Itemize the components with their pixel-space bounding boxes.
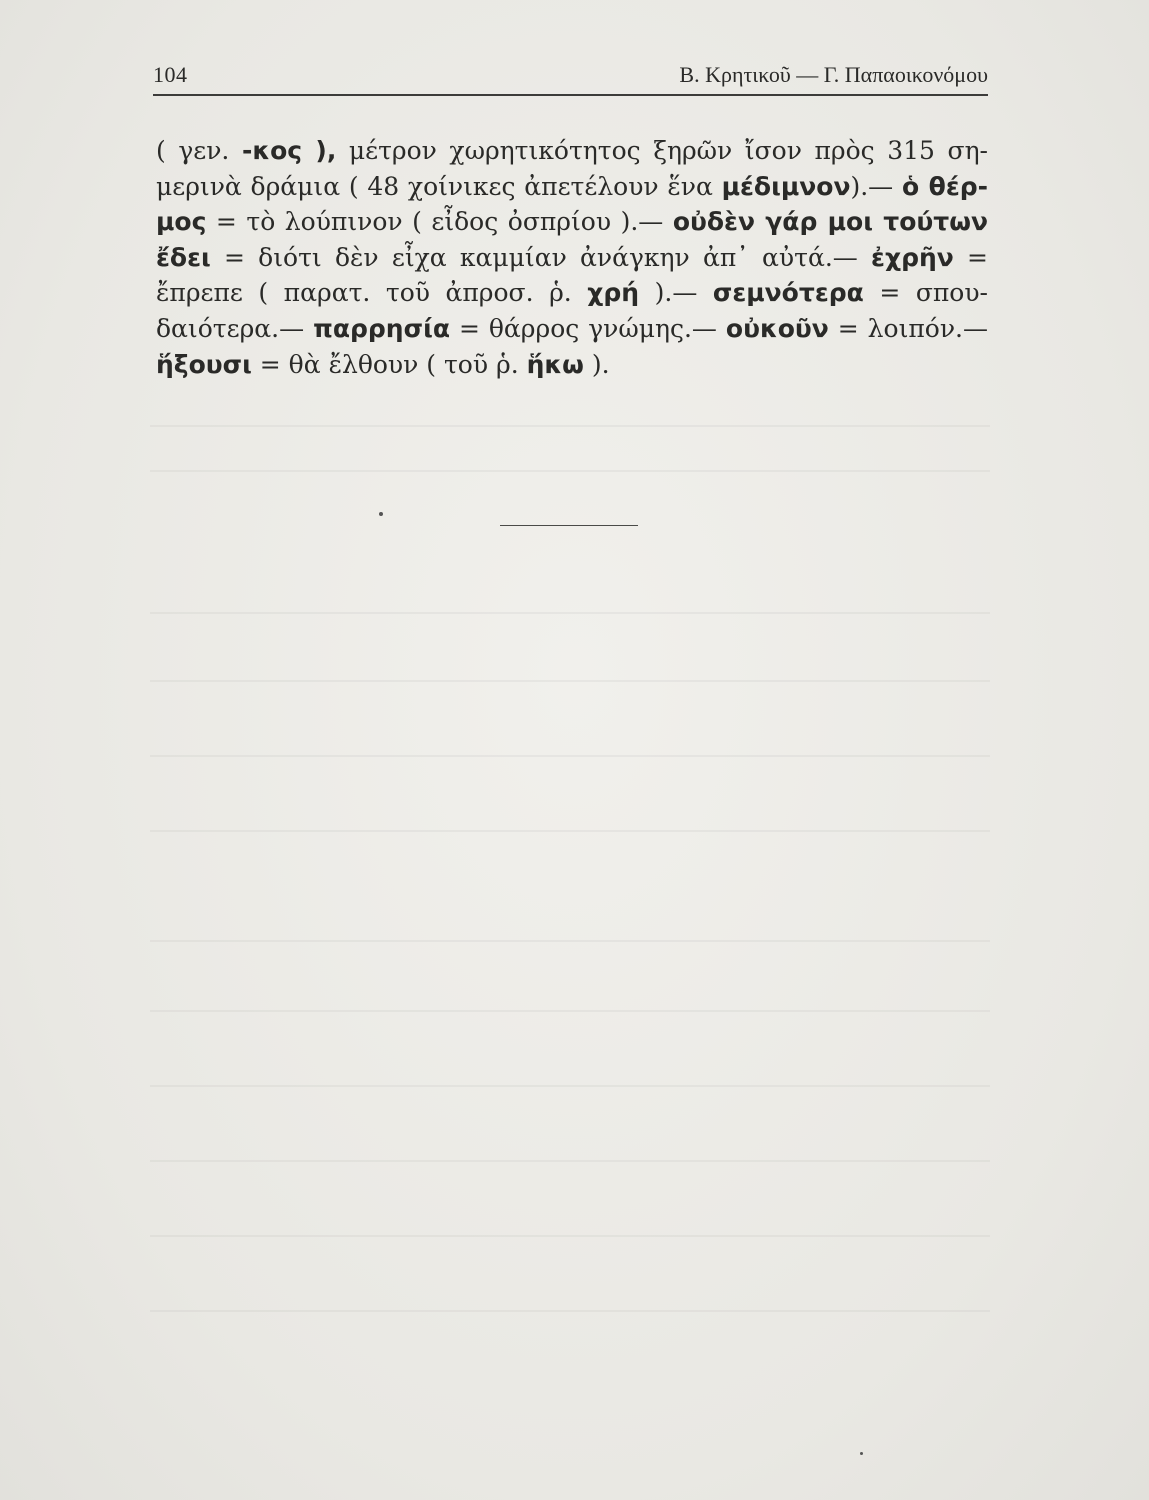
bold-term: παρρησία (313, 313, 450, 343)
bold-term: ἥξουσι (156, 349, 252, 379)
bold-term: ἔδει (156, 242, 211, 272)
text-span: ).— (639, 278, 713, 308)
ink-speck (379, 512, 383, 516)
bleed-through-line (150, 680, 990, 682)
bold-term: -κος ), (241, 136, 337, 165)
text-span: = διότι δὲν εἶχα καμμίαν ἀνάγκην ἀπ᾽ αὐτά.— (210, 242, 872, 272)
text-span: ). (583, 349, 610, 379)
running-head: Β. Κρητικοῦ — Γ. Παπαοικονόμου (679, 62, 988, 87)
text-line (156, 311, 988, 347)
bleed-through-line (150, 830, 990, 832)
text-span: ἔπρεπε ( παρατ. τοῦ ἀπροσ. ῥ. (156, 278, 588, 308)
ink-speck (860, 1452, 863, 1455)
text-line (156, 133, 988, 169)
text-span: = (953, 242, 988, 272)
bleed-through-line (150, 425, 990, 427)
bold-term: οὐκοῦν (725, 313, 829, 343)
bold-term: σεμνότερα (712, 278, 864, 308)
bold-term: ἐχρῆν (871, 242, 954, 272)
bleed-through-line (150, 1235, 990, 1237)
bleed-through-line (150, 1085, 990, 1087)
bold-term: ὁ θέρ- (901, 171, 988, 201)
text-line (156, 169, 988, 205)
bold-term: μος (156, 207, 207, 237)
text-span: ( γεν. (156, 136, 242, 165)
body-text (156, 133, 988, 382)
text-span: = θὰ ἔλθουν ( τοῦ ῥ. (251, 349, 527, 379)
text-span: = σπου- (863, 278, 988, 308)
bold-term: οὐδὲν γάρ μοι τούτων (672, 207, 988, 237)
page-header (153, 60, 988, 96)
text-span: μέτρον χωρητικότητος ξηρῶν ἴσον πρὸς 315 ση- (336, 136, 988, 165)
text-span: μερινὰ δράμια ( 48 χοίνικες ἀπετέλουν ἕνα (156, 171, 722, 201)
bleed-through-line (150, 1310, 990, 1312)
bleed-through-line (150, 1160, 990, 1162)
bleed-through-line (150, 612, 990, 614)
bold-term: μέδιμνον (721, 171, 851, 201)
text-line (156, 240, 988, 276)
text-span: = τὸ λούπινον ( εἶδος ὀσπρίου ).— (206, 207, 673, 237)
bleed-through-line (150, 755, 990, 757)
text-span: = λοιπόν.— (828, 313, 988, 343)
text-line (156, 347, 988, 383)
text-span: ).— (850, 171, 902, 201)
text-span: = θάρρος γνώμης.— (450, 313, 726, 343)
bleed-through-line (150, 470, 990, 472)
text-line (156, 204, 988, 240)
bold-term: ἥκω (526, 349, 584, 379)
bold-term: χρή (587, 278, 640, 308)
text-line (156, 275, 988, 311)
text-span: δαιότερα.— (156, 313, 314, 343)
section-separator (500, 525, 638, 526)
bleed-through-line (150, 940, 990, 942)
bleed-through-line (150, 1010, 990, 1012)
page-number: 104 (153, 62, 188, 87)
